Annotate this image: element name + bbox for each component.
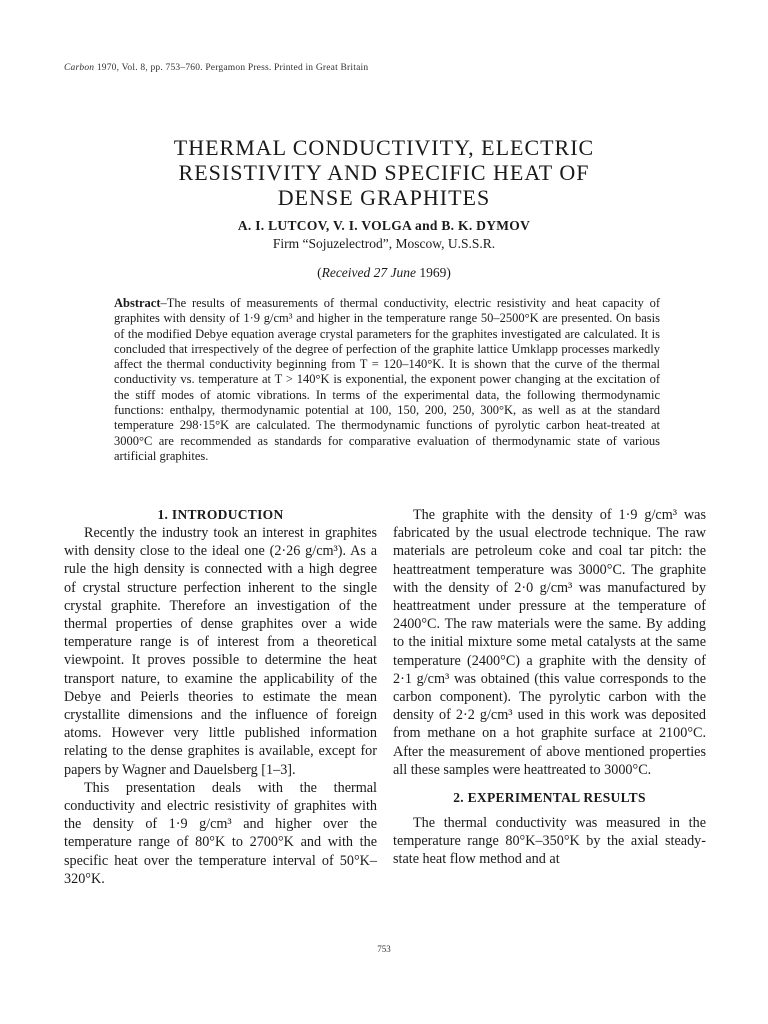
authors: A. I. LUTCOV, V. I. VOLGA and B. K. DYMOV <box>237 218 531 233</box>
abstract-text: –The results of measurements of thermal conductivity, electric resistivity and heat capacity of graphites with density of 1·9 g/cm³ and higher in the temperature range 50–2500°K are presented. On basis of the modified Debye equation average crystal parameters for the graphites investigated are calculated. It is concluded that irrespectively of the degree of perfection of the graphite lattice Umklapp processes markedly affect the thermal conductivity beginning from T = 120–140°K. It is shown that the curve of the thermal conductivity vs. temperature at T > 140°K is exponential, the exponent power changing at the excitation of the stiff modes of atomic vibrations. In terms of the experimental data, the following thermodynamic functions: enthalpy, thermodynamic potential at 100, 150, 200, 250, 300°K, as well as at the standard temperature 298·15°K are calculated. The thermodynamic functions of pyrolytic carbon heat-treated at 3000°C are recommended as standards for comparative evaluation of thermodynamic state of various artificial graphites. <box>114 296 660 463</box>
paper-title <box>0 135 768 210</box>
materials-paragraph: The graphite with the density of 1·9 g/cm³ was fabricated by the usual electrode technique. The raw materials are petroleum coke and coal tar pitch: the heattreatment temperature was 3000°C. The graphite with the density of 2·0 g/cm³ was manufactured by heattreatment under pressure at the temperature of 2400°C. The raw materials were the same. By adding to the initial mixture some metal catalysts at the same temperature (2400°C) a graphite with the density of 2·1 g/cm³ was obtained (this value corresponds to the carbon component). The pyrolytic carbon with the density of 2·2 g/cm³ used in this work was deposited from methane on a hot graphite surface at 2100°C. After the measurement of above mentioned properties all these samples were heattreated to 3000°C. <box>393 507 706 778</box>
intro-paragraph-2: This presentation deals with the thermal conductivity and electric resistivity of graphites with the density of 1·9 g/cm³ and higher over the temperature range of 80°K to 2700°K and with the specific heat over the temperature interval of 50°K–320°K. <box>64 779 377 887</box>
received-label: Received <box>321 265 371 280</box>
results-paragraph-1: The thermal conductivity was measured in the temperature range 80°K–350°K by the axial steady-state heat flow method and at <box>393 815 706 868</box>
abstract-label: Abstract <box>114 296 161 310</box>
received-date <box>0 265 768 281</box>
title-line-2: RESISTIVITY AND SPECIFIC HEAT OF <box>178 160 590 185</box>
affiliation: Firm “Sojuzelectrod”, Moscow, U.S.S.R. <box>272 236 496 251</box>
section-1-heading: 1. INTRODUCTION <box>157 507 284 522</box>
intro-paragraph-1: Recently the industry took an interest in graphites with density close to the ideal one (2·26 g/cm³). As a rule the high density is connected with a high degree of crystal structure perfection inherent to the single crystal graphite. Therefore an investigation of the thermal properties of dense graphites over a wide temperature range is of interest from a theoretical viewpoint. It proves possible to determine the heat transport nature, to examine the applicability of the Debye and Peierls theories to estimate the mean crystallite dimensions and the influence of foreign atoms. However very little published information relating to the dense graphites is available, except for papers by Wagner and Dauelsberg [1–3]. <box>64 525 377 778</box>
left-column <box>64 506 377 888</box>
title-line-1: THERMAL CONDUCTIVITY, ELECTRIC <box>173 135 595 160</box>
right-column <box>393 506 706 869</box>
received-open: ( <box>317 265 322 280</box>
received-day-month: 27 June <box>370 265 420 280</box>
citation-details: 1970, Vol. 8, pp. 753–760. Pergamon Press. Printed in Great Britain <box>96 63 369 73</box>
received-year: 1969) <box>419 265 451 280</box>
page-number: 753 <box>377 944 391 954</box>
section-2-heading: 2. EXPERIMENTAL RESULTS <box>453 790 646 806</box>
journal-name: Carbon <box>64 63 95 73</box>
title-line-3: DENSE GRAPHITES <box>277 185 491 210</box>
journal-citation <box>64 63 368 73</box>
abstract <box>114 296 660 464</box>
